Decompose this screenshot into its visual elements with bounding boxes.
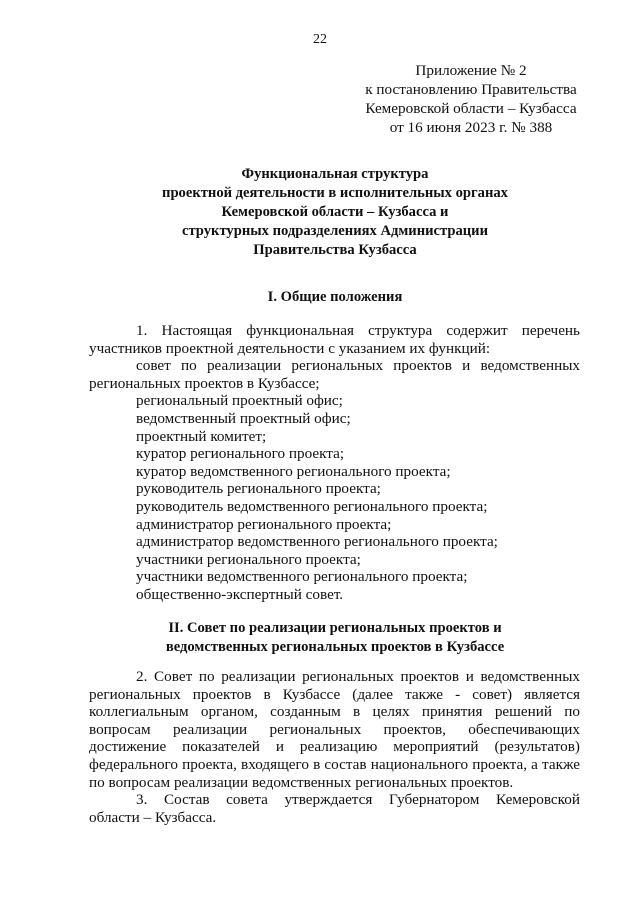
- list-item: участники регионального проекта;: [136, 550, 361, 568]
- section-1-heading-text: I. Общие положения: [267, 289, 403, 305]
- list-item: руководитель регионального проекта;: [136, 480, 381, 498]
- paragraph-1-line-1: 1. Настоящая функциональная структура содержит перечень: [136, 322, 580, 339]
- appendix-line-4: от 16 июня 2023 г. № 388: [389, 119, 553, 136]
- title-line-1: Функциональная структура: [241, 166, 429, 182]
- list-item: куратор ведомственного регионального проекта;: [136, 462, 451, 480]
- paragraph-2-line: 2. Совет по реализации региональных проектов и ведомственных: [136, 668, 580, 685]
- section-2-heading-line-2: ведомственных региональных проектов в Кузбассе: [165, 639, 505, 655]
- title-line-4: структурных подразделениях Администрации: [181, 223, 488, 239]
- paragraph-2-line: региональных проектов в Кузбассе (далее также - совет) является: [89, 685, 580, 703]
- section-2-heading: [90, 619, 580, 657]
- document-title: [90, 165, 580, 260]
- title-line-2: проектной деятельности в исполнительных органах: [162, 185, 508, 201]
- paragraph-2-line: вопросам реализации региональных проектов, обеспечивающих: [89, 720, 580, 738]
- title-line-3: Кемеровской области – Кузбасса и: [221, 204, 449, 220]
- paragraph-3-line-2: области – Кузбасса.: [89, 808, 217, 826]
- paragraph-3-line-1: 3. Состав совета утверждается Губернатором Кемеровской: [136, 791, 580, 809]
- paragraph-2-line: достижение показателей и реализацию мероприятий (результатов): [89, 738, 580, 756]
- title-line-5: Правительства Кузбасса: [253, 242, 417, 258]
- appendix-block: [360, 61, 582, 137]
- list-item: региональный проектный офис;: [136, 392, 343, 410]
- appendix-line-1: Приложение № 2: [415, 62, 527, 79]
- paragraph-2-line: коллегиальным органом, созданным в целях принятия решений по: [89, 703, 580, 721]
- section-1-heading: [90, 288, 580, 307]
- page-number: 22: [313, 32, 327, 47]
- appendix-line-3: Кемеровской области – Кузбасса: [365, 100, 577, 117]
- section-1-body: [89, 322, 580, 604]
- list-item: администратор регионального проекта;: [136, 515, 392, 533]
- section-2-heading-line-1: II. Совет по реализации региональных проектов и: [168, 620, 502, 636]
- list-item-1-line-2: региональных проектов в Кузбассе;: [89, 374, 320, 392]
- section-2-body: [89, 668, 580, 826]
- paragraph-2-line: федерального проекта, входящего в состав национального проекта, а также: [89, 755, 580, 773]
- list-item-1-line-1: совет по реализации региональных проектов и ведомственных: [136, 357, 580, 375]
- list-item: ведомственный проектный офис;: [136, 409, 351, 427]
- list-item: проектный комитет;: [136, 427, 267, 445]
- list-item: общественно-экспертный совет.: [136, 585, 344, 603]
- list-item: администратор ведомственного регионального проекта;: [136, 533, 498, 551]
- paragraph-1-line-2: участников проектной деятельности с указанием их функций:: [89, 339, 491, 357]
- list-item: руководитель ведомственного регионального проекта;: [136, 497, 488, 515]
- paragraph-2-line: по вопросам реализации ведомственных региональных проектов.: [89, 773, 514, 791]
- list-item: куратор регионального проекта;: [136, 445, 345, 463]
- appendix-line-2: к постановлению Правительства: [365, 81, 577, 98]
- list-item: участники ведомственного регионального проекта;: [136, 568, 468, 586]
